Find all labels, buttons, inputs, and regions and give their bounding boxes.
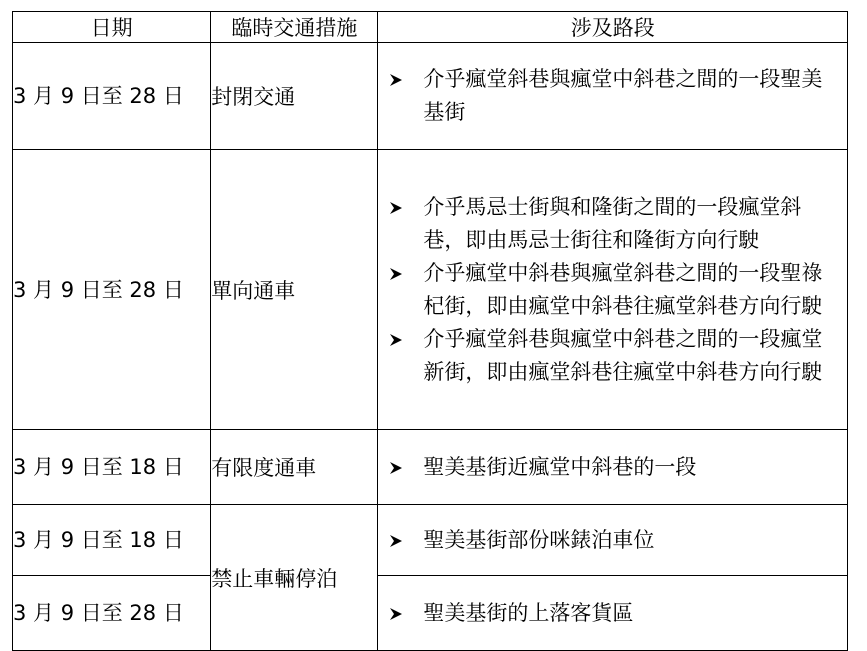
header-date: 日期: [13, 12, 211, 43]
table-header-row: [13, 12, 848, 43]
section-list: [378, 63, 847, 129]
section-text: 聖美基街近瘋堂中斜巷的一段: [423, 454, 697, 479]
section-list: [378, 524, 847, 557]
section-text: 聖美基街的上落客貨區: [423, 600, 634, 625]
section-item: [378, 63, 847, 129]
section-item: [378, 451, 847, 484]
header-measure: 臨時交通措施: [211, 12, 378, 43]
arrowhead-bullet-icon: [378, 257, 423, 281]
section-cell: [378, 576, 848, 651]
date-cell: 3 月 9 日至 18 日: [13, 505, 211, 576]
section-list: [378, 191, 847, 389]
section-item: [378, 524, 847, 557]
section-text: 聖美基街部份咪錶泊車位: [423, 527, 655, 552]
section-list: [378, 597, 847, 630]
date-cell: 3 月 9 日至 28 日: [13, 576, 211, 651]
section-text: 介乎馬忌士街與和隆街之間的一段瘋堂斜巷，即由馬忌士街往和隆街方向行駛: [423, 194, 802, 252]
date-cell: 3 月 9 日至 28 日: [13, 150, 211, 430]
measure-cell: 禁止車輛停泊: [211, 505, 378, 651]
section-item: [378, 597, 847, 630]
section-cell: [378, 505, 848, 576]
table-row: [13, 576, 848, 651]
measure-cell: 有限度通車: [211, 430, 378, 505]
section-text: 介乎瘋堂斜巷與瘋堂中斜巷之間的一段聖美基街: [423, 67, 823, 124]
arrowhead-bullet-icon: [378, 323, 423, 347]
table-row: [13, 150, 848, 430]
section-list: [378, 451, 847, 484]
section-item: [378, 257, 847, 323]
section-text: 介乎瘋堂中斜巷與瘋堂斜巷之間的一段聖祿杞街，即由瘋堂中斜巷往瘋堂斜巷方向行駛: [423, 260, 823, 318]
arrowhead-bullet-icon: [378, 191, 423, 215]
table-row: [13, 43, 848, 150]
measure-cell: 封閉交通: [211, 43, 378, 150]
arrowhead-bullet-icon: [378, 63, 423, 87]
table-row: [13, 505, 848, 576]
header-section: 涉及路段: [378, 12, 848, 43]
section-cell: [378, 43, 848, 150]
section-text: 介乎瘋堂斜巷與瘋堂中斜巷之間的一段瘋堂新街，即由瘋堂斜巷往瘋堂中斜巷方向行駛: [423, 326, 823, 384]
table-row: [13, 430, 848, 505]
section-cell: [378, 150, 848, 430]
section-item: [378, 191, 847, 257]
date-cell: 3 月 9 日至 28 日: [13, 43, 211, 150]
measure-cell: 單向通車: [211, 150, 378, 430]
date-cell: 3 月 9 日至 18 日: [13, 430, 211, 505]
section-item: [378, 323, 847, 389]
arrowhead-bullet-icon: [378, 451, 423, 475]
arrowhead-bullet-icon: [378, 597, 423, 621]
section-cell: [378, 430, 848, 505]
traffic-measures-table: [12, 11, 848, 651]
arrowhead-bullet-icon: [378, 524, 423, 548]
